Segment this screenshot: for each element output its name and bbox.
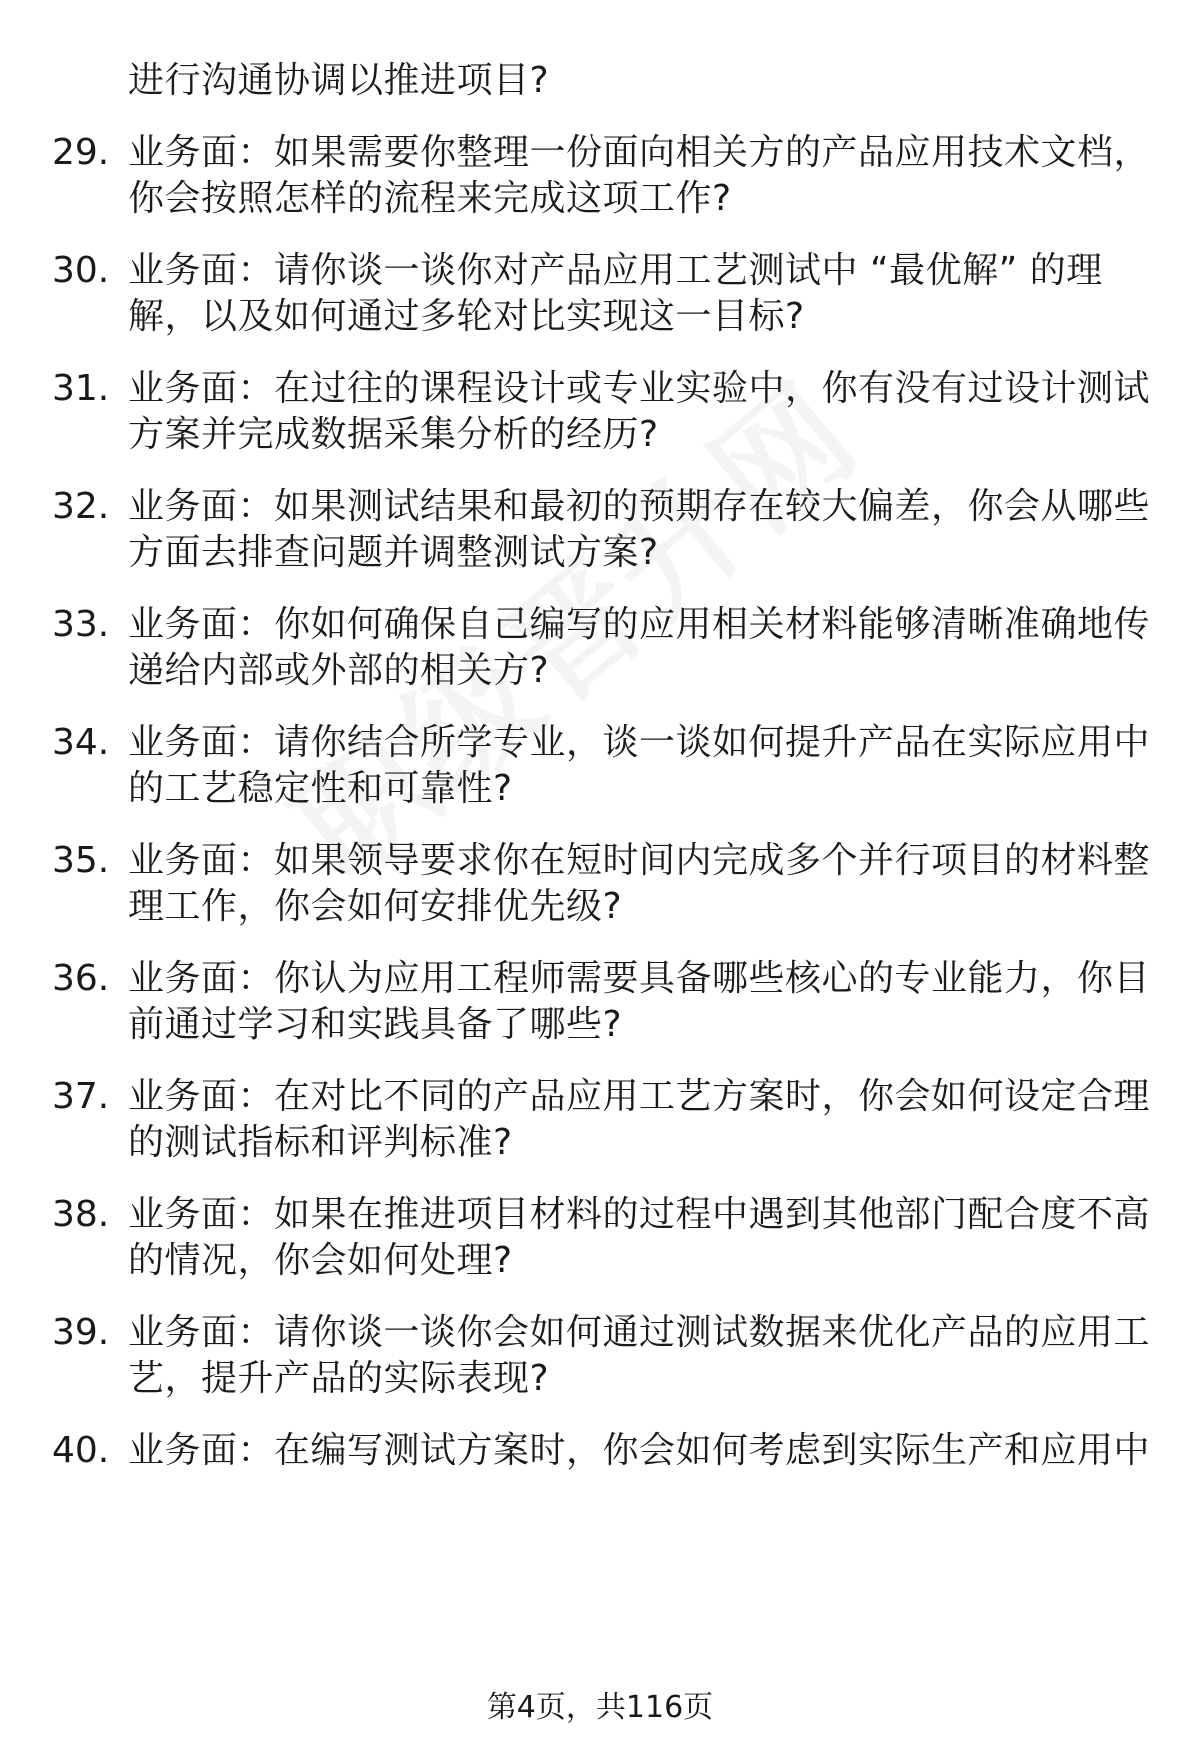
question-text-line: 的工艺稳定性和可靠性? [128,768,513,809]
question-text-line: 递给内部或外部的相关方? [128,650,550,691]
question-number: 38. [52,1194,110,1235]
continuation-text: 进行沟通协调以推进项目? [128,60,550,101]
question-number: 37. [52,1076,110,1117]
question-text-line: 解，以及如何通过多轮对比实现这一目标? [128,296,805,337]
question-text-line: 业务面：请你谈一谈你对产品应用工艺测试中 “最优解” 的理 [128,250,1103,291]
question-text-line: 你会按照怎样的流程来完成这项工作? [128,178,732,219]
question-text-line: 的测试指标和评判标准? [128,1122,513,1163]
question-text-line: 业务面：在过往的课程设计或专业实验中，你有没有过设计测试 [128,368,1151,409]
question-text-line: 业务面：在编写测试方案时，你会如何考虑到实际生产和应用中 [128,1430,1151,1471]
question-text-line: 业务面：如果在推进项目材料的过程中遇到其他部门配合度不高 [128,1194,1151,1235]
question-text-line: 理工作，你会如何安排优先级? [128,886,623,927]
question-text-line: 方案并完成数据采集分析的经历? [128,414,659,455]
question-text-line: 的情况，你会如何处理? [128,1240,513,1281]
question-number: 35. [52,840,110,881]
question-number: 39. [52,1312,110,1353]
question-text-line: 业务面：你如何确保自己编写的应用相关材料能够清晰准确地传 [128,604,1151,645]
question-number: 40. [52,1430,110,1471]
question-text-line: 前通过学习和实践具备了哪些? [128,1004,623,1045]
question-text-line: 业务面：请你结合所学专业，谈一谈如何提升产品在实际应用中 [128,722,1151,763]
question-text-line: 业务面：如果测试结果和最初的预期存在较大偏差，你会从哪些 [128,486,1151,527]
question-text-line: 艺，提升产品的实际表现? [128,1358,550,1399]
question-number: 34. [52,722,110,763]
question-text-line: 业务面：请你谈一谈你会如何通过测试数据来优化产品的应用工 [128,1312,1151,1353]
page-footer: 第4页，共116页 [486,1690,714,1725]
question-text-line: 业务面：如果领导要求你在短时间内完成多个并行项目的材料整 [128,840,1151,881]
question-number: 32. [52,486,110,527]
question-number: 31. [52,368,110,409]
question-number: 36. [52,958,110,999]
question-text-line: 业务面：在对比不同的产品应用工艺方案时，你会如何设定合理 [128,1076,1151,1117]
question-text-line: 方面去排查问题并调整测试方案? [128,532,659,573]
question-number: 29. [52,132,110,173]
question-number: 30. [52,250,110,291]
question-text-line: 业务面：如果需要你整理一份面向相关方的产品应用技术文档， [128,132,1151,173]
question-text-line: 业务面：你认为应用工程师需要具备哪些核心的专业能力，你目 [128,958,1151,999]
question-number: 33. [52,604,110,645]
